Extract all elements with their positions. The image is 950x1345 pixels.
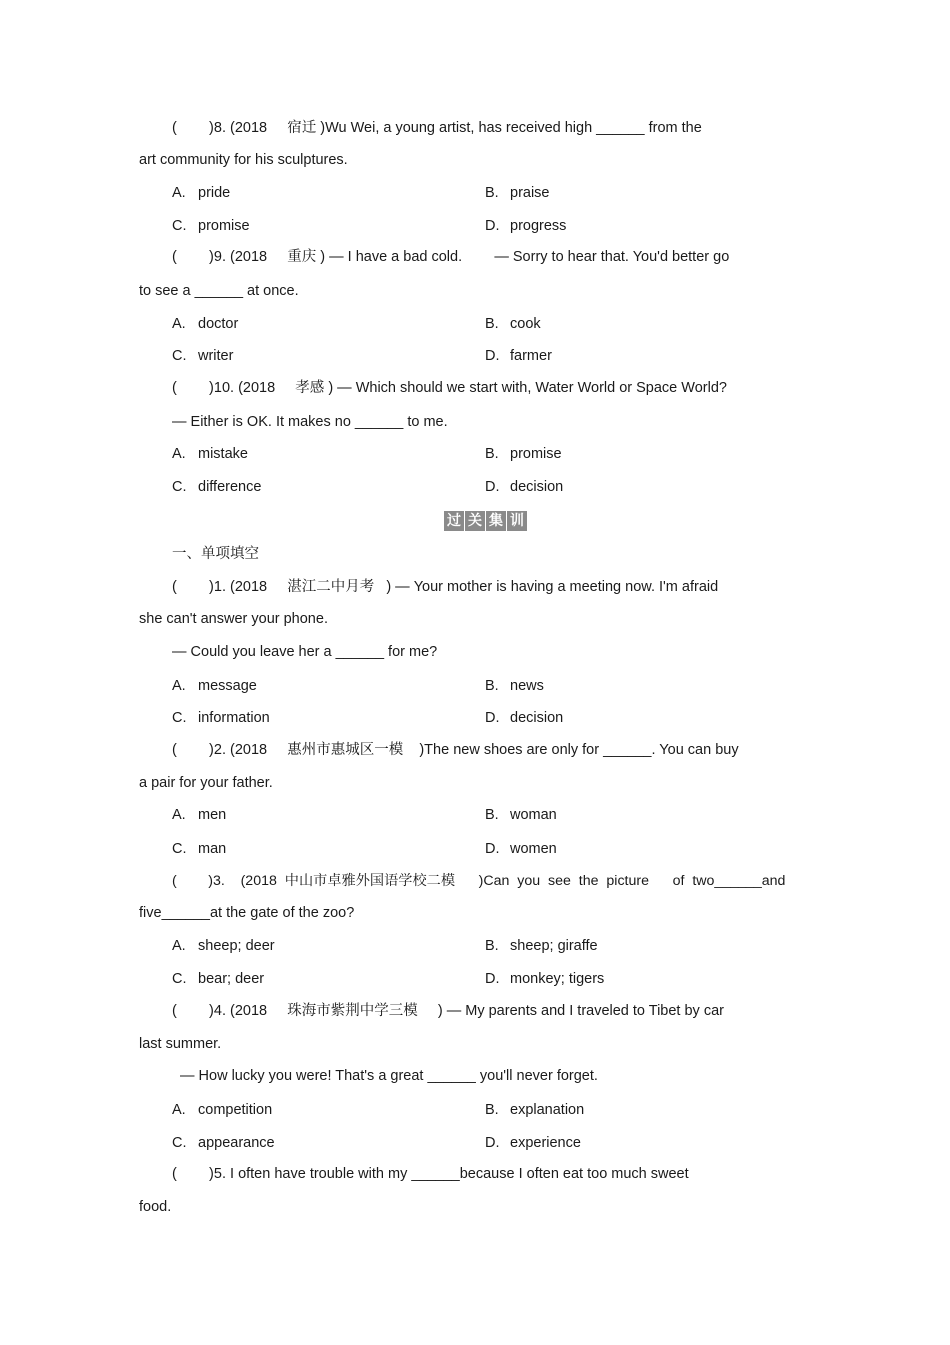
option-letter: A. bbox=[172, 185, 186, 201]
option-text: farmer bbox=[510, 348, 552, 364]
option-text: explanation bbox=[510, 1102, 585, 1118]
option-text: women bbox=[510, 841, 557, 857]
option-text: message bbox=[198, 678, 257, 694]
question-10-line-1: ( )10. (2018 孝感 ) — Which should we start with, Water World or Space World? bbox=[172, 380, 727, 396]
option-letter: D. bbox=[485, 841, 500, 857]
option-letter: D. bbox=[485, 348, 500, 364]
option-text: competition bbox=[198, 1102, 273, 1118]
option-letter: A. bbox=[172, 1102, 186, 1118]
exercise-2-line-1: ( )2. (2018 惠州市惠城区一模 )The new shoes are only for ______. You can buy bbox=[172, 742, 739, 758]
option-letter: B. bbox=[485, 678, 499, 694]
option-text: sheep; deer bbox=[198, 938, 275, 954]
option-letter: D. bbox=[485, 218, 500, 234]
option-letter: A. bbox=[172, 446, 186, 462]
exercise-5-line-1: ( )5. I often have trouble with my ______because I often eat too much sweet bbox=[172, 1166, 689, 1182]
banner-char: 集 bbox=[486, 511, 506, 531]
option-text: man bbox=[198, 841, 227, 857]
option-letter: D. bbox=[485, 971, 500, 987]
question-9-line-2: to see a ______ at once. bbox=[139, 283, 299, 299]
option-letter: C. bbox=[172, 710, 187, 726]
option-letter: C. bbox=[172, 1135, 187, 1151]
option-letter: B. bbox=[485, 938, 499, 954]
option-text: news bbox=[510, 678, 544, 694]
exercise-1-line-3: — Could you leave her a ______ for me? bbox=[172, 644, 438, 660]
option-text: sheep; giraffe bbox=[510, 938, 598, 954]
option-text: writer bbox=[198, 348, 234, 364]
option-letter: C. bbox=[172, 218, 187, 234]
option-text: cook bbox=[510, 316, 541, 332]
option-text: progress bbox=[510, 218, 567, 234]
exercise-1-line-2: she can't answer your phone. bbox=[139, 611, 328, 627]
section-title: 一、单项填空 bbox=[172, 546, 259, 562]
exercise-2-line-2: a pair for your father. bbox=[139, 775, 273, 791]
question-10-line-2: — Either is OK. It makes no ______ to me. bbox=[172, 414, 448, 430]
option-text: men bbox=[198, 807, 227, 823]
option-text: information bbox=[198, 710, 270, 726]
option-letter: B. bbox=[485, 316, 499, 332]
option-letter: A. bbox=[172, 678, 186, 694]
option-text: promise bbox=[198, 218, 250, 234]
option-letter: B. bbox=[485, 1102, 499, 1118]
question-9-line-1: ( )9. (2018 重庆 ) — I have a bad cold. — Sorry to hear that. You'd better go bbox=[172, 249, 730, 265]
exercise-1-line-1: ( )1. (2018 湛江二中月考 ) — Your mother is having a meeting now. I'm afraid bbox=[172, 579, 719, 595]
option-letter: B. bbox=[485, 185, 499, 201]
option-letter: C. bbox=[172, 348, 187, 364]
exercise-4-line-3: — How lucky you were! That's a great ______ you'll never forget. bbox=[180, 1068, 598, 1084]
question-8-line-1: ( )8. (2018 宿迁 )Wu Wei, a young artist, has received high ______ from the bbox=[172, 120, 702, 136]
option-text: difference bbox=[198, 479, 262, 495]
option-text: experience bbox=[510, 1135, 581, 1151]
exercise-4-line-2: last summer. bbox=[139, 1036, 222, 1052]
banner-char: 关 bbox=[465, 511, 485, 531]
option-text: promise bbox=[510, 446, 562, 462]
option-letter: C. bbox=[172, 479, 187, 495]
section-banner bbox=[444, 511, 527, 531]
banner-char: 训 bbox=[507, 511, 527, 531]
banner-char: 过 bbox=[444, 511, 464, 531]
option-letter: B. bbox=[485, 446, 499, 462]
option-text: praise bbox=[510, 185, 550, 201]
option-text: woman bbox=[510, 807, 557, 823]
option-letter: C. bbox=[172, 971, 187, 987]
option-text: decision bbox=[510, 479, 564, 495]
exercise-3-line-1: ( )3. (2018 中山市卓雅外国语学校二模 )Can you see the picture of two______and bbox=[172, 873, 786, 889]
option-text: appearance bbox=[198, 1135, 275, 1151]
exercise-4-line-1: ( )4. (2018 珠海市紫荆中学三模 ) — My parents and I traveled to Tibet by car bbox=[172, 1003, 724, 1019]
option-letter: A. bbox=[172, 807, 186, 823]
exercise-5-line-2: food. bbox=[139, 1199, 172, 1215]
option-text: mistake bbox=[198, 446, 248, 462]
option-text: bear; deer bbox=[198, 971, 265, 987]
exercise-3-line-2: five______at the gate of the zoo? bbox=[139, 905, 355, 921]
option-text: pride bbox=[198, 185, 231, 201]
option-letter: A. bbox=[172, 938, 186, 954]
option-letter: D. bbox=[485, 479, 500, 495]
option-text: decision bbox=[510, 710, 564, 726]
option-letter: B. bbox=[485, 807, 499, 823]
option-text: doctor bbox=[198, 316, 239, 332]
option-text: monkey; tigers bbox=[510, 971, 605, 987]
question-8-line-2: art community for his sculptures. bbox=[139, 152, 348, 168]
option-letter: A. bbox=[172, 316, 186, 332]
option-letter: D. bbox=[485, 1135, 500, 1151]
option-letter: D. bbox=[485, 710, 500, 726]
option-letter: C. bbox=[172, 841, 187, 857]
